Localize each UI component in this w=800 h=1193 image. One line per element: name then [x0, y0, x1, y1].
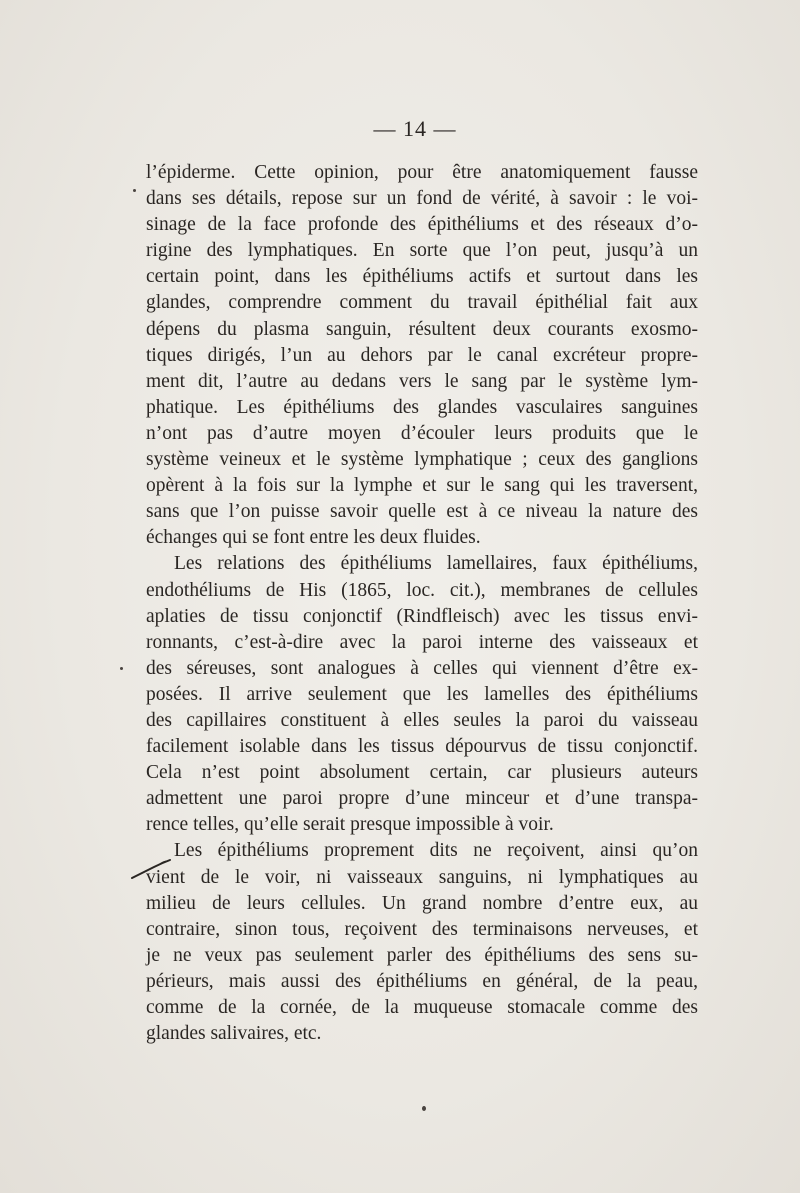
- text-line: sinage de la face profonde des épithéliums et des réseaux d’o-: [146, 214, 698, 236]
- page-number: — 14 —: [373, 116, 457, 141]
- text-line: échanges qui se font entre les deux fluides.: [146, 527, 481, 549]
- text-line: milieu de leurs cellules. Un grand nombre d’entre eux, au: [146, 892, 698, 914]
- text-line: ment dit, l’autre au dedans vers le sang par le système lym-: [146, 370, 698, 392]
- body-text: [146, 160, 698, 1047]
- text-line: vient de le voir, ni vaisseaux sanguins, ni lymphatiques au: [146, 866, 698, 888]
- text-line: dans ses détails, repose sur un fond de vérité, à savoir : le voi-: [146, 188, 698, 210]
- text-line: opèrent à la fois sur la lymphe et sur le sang qui les traversent,: [146, 475, 698, 497]
- ink-speck: [133, 189, 136, 192]
- text-line: des capillaires constituent à elles seules la paroi du vaisseau: [146, 709, 698, 731]
- text-line: rigine des lymphatiques. En sorte que l’on peut, jusqu’à un: [146, 240, 698, 262]
- text-line: tiques dirigés, l’un au dehors par le canal excréteur propre-: [146, 344, 698, 366]
- text-line: dépens du plasma sanguin, résultent deux courants exosmo-: [146, 318, 698, 340]
- text-line: je ne veux pas seulement parler des épithéliums des sens su-: [146, 944, 698, 966]
- text-line: l’épiderme. Cette opinion, pour être anatomiquement fausse: [146, 162, 698, 183]
- text-line: aplaties de tissu conjonctif (Rindfleisch) avec les tissus envi-: [146, 605, 698, 627]
- text-line: des séreuses, sont analogues à celles qui viennent d’être ex-: [146, 657, 698, 679]
- text-line: Les relations des épithéliums lamellaires, faux épithéliums,: [174, 553, 698, 575]
- text-line: posées. Il arrive seulement que les lamelles des épithéliums: [146, 683, 698, 705]
- text-line: admettent une paroi propre d’une minceur et d’une transpa-: [146, 788, 698, 810]
- text-line: sans que l’on puisse savoir quelle est à ce niveau la nature des: [146, 501, 698, 523]
- text-line: n’ont pas d’autre moyen d’écouler leurs produits que le: [146, 422, 698, 444]
- text-line: périeurs, mais aussi des épithéliums en général, de la peau,: [146, 970, 698, 992]
- text-line: ronnants, c’est-à-dire avec la paroi interne des vaisseaux et: [146, 631, 698, 653]
- text-line: système veineux et le système lymphatique ; ceux des ganglions: [146, 449, 698, 471]
- text-line: phatique. Les épithéliums des glandes vasculaires sanguines: [146, 396, 698, 418]
- text-line: glandes salivaires, etc.: [146, 1023, 322, 1045]
- text-line: rence telles, qu’elle serait presque impossible à voir.: [146, 814, 554, 836]
- text-line: Cela n’est point absolument certain, car plusieurs auteurs: [146, 762, 698, 784]
- text-line: facilement isolable dans les tissus dépourvus de tissu conjonctif.: [146, 736, 698, 758]
- pencil-mark-icon: [130, 858, 174, 880]
- text-line: glandes, comprendre comment du travail épithélial fait aux: [146, 292, 698, 314]
- text-line: contraire, sinon tous, reçoivent des terminaisons nerveuses, et: [146, 918, 698, 940]
- text-line: endothéliums de His (1865, loc. cit.), membranes de cellules: [146, 579, 698, 601]
- ink-speck: [422, 1106, 426, 1111]
- ink-speck: [120, 667, 123, 670]
- text-line: certain point, dans les épithéliums actifs et surtout dans les: [146, 266, 698, 288]
- text-line: comme de la cornée, de la muqueuse stomacale comme des: [146, 997, 698, 1018]
- text-line: Les épithéliums proprement dits ne reçoivent, ainsi qu’on: [174, 840, 698, 862]
